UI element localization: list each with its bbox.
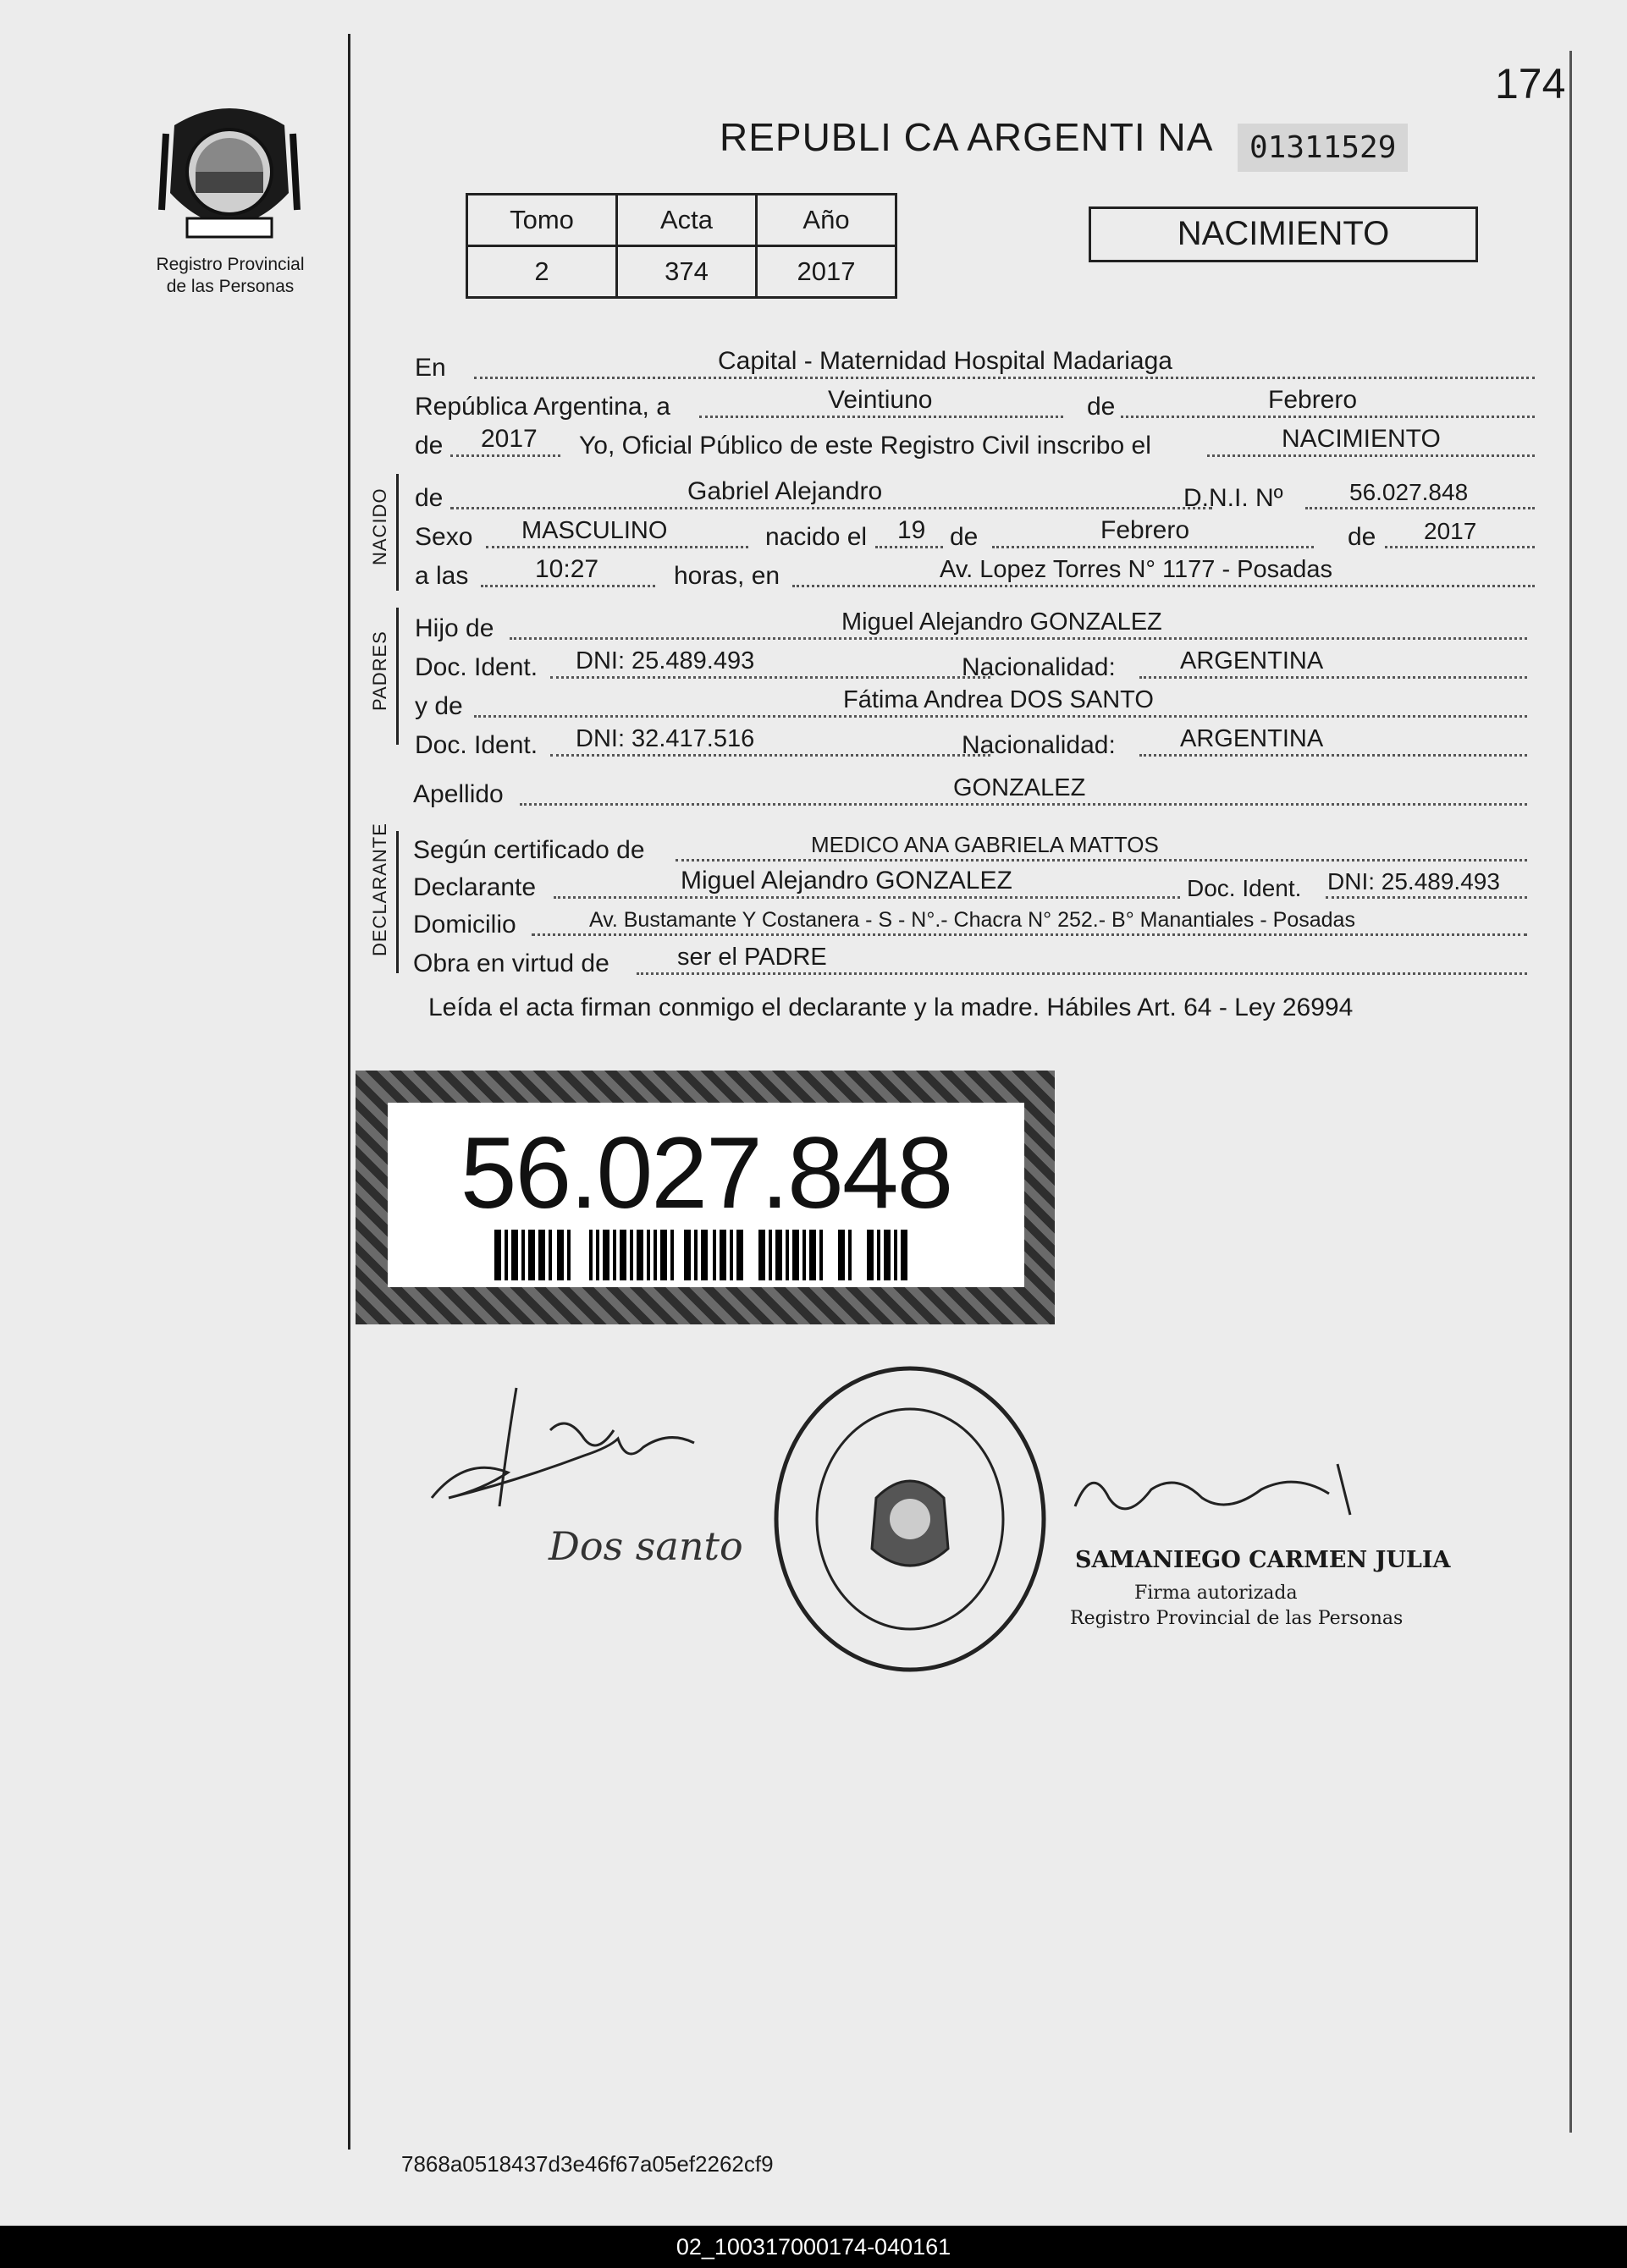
father-dots (510, 637, 1527, 640)
province-logo (157, 91, 301, 252)
mother-nat-dots (1139, 754, 1527, 757)
father-doc-dots (550, 676, 990, 679)
row-declarante (413, 865, 1527, 902)
row-hora (413, 553, 1535, 591)
row-mother-doc (413, 723, 1527, 760)
birth-day-dots (875, 546, 943, 548)
record-table-row (467, 246, 896, 298)
dni-value: 56.027.848 (1349, 479, 1469, 505)
record-table-header (467, 195, 896, 246)
father-value: Miguel Alejandro GONZALEZ (841, 608, 1162, 636)
document-hash: 7868a0518437d3e46f67a05ef2262cf9 (401, 2151, 774, 2177)
month-value: Febrero (1268, 386, 1358, 414)
apellido-dots (520, 803, 1527, 806)
mother-doc-dots (550, 754, 990, 757)
id-number-card (356, 1071, 1055, 1324)
fecha-dots-1 (699, 416, 1063, 418)
declarante-bar (396, 831, 399, 973)
obra-dots (637, 972, 1527, 975)
row-certificado (413, 828, 1527, 865)
inscribe-dots (1207, 454, 1535, 457)
row-father-doc (413, 645, 1527, 682)
row-apellido (413, 772, 1527, 809)
birth-month-value: Febrero (1100, 516, 1190, 544)
doc-label: Doc. Ident. (415, 653, 538, 681)
domicilio-label: Domicilio (413, 911, 516, 939)
father-nat-value: ARGENTINA (1180, 647, 1324, 674)
margin-line (348, 34, 350, 2150)
yde-label: y de (415, 692, 463, 720)
name-value: Gabriel Alejandro (687, 477, 883, 505)
registry-stamp-icon (770, 1362, 1050, 1676)
side-label-padres: PADRES (369, 630, 390, 711)
mother-doc-value: DNI: 32.417.516 (576, 725, 755, 752)
padres-bar (396, 608, 399, 745)
misiones-seal-icon (157, 91, 301, 252)
row-ydE (413, 684, 1527, 721)
record-header-cell: Tomo (467, 195, 617, 246)
time-value: 10:27 (535, 555, 599, 583)
birth-year-value: 2017 (1424, 518, 1477, 544)
official-registry: Registro Provincial de las Personas (1070, 1608, 1404, 1629)
mother-nat-value: ARGENTINA (1180, 725, 1324, 752)
record-header-cell: Acta (617, 195, 757, 246)
birth-month-dots (992, 546, 1314, 548)
id-number: 56.027.848 (460, 1116, 952, 1230)
father-nat-dots (1139, 676, 1527, 679)
en-dots (474, 377, 1535, 379)
apellido-value: GONZALEZ (953, 774, 1086, 801)
de2-label: de (415, 432, 444, 460)
dni-dots (1305, 507, 1535, 509)
signature-scribble-icon (415, 1371, 720, 1523)
official-stamp (770, 1362, 1050, 1676)
year-dots (450, 454, 560, 457)
year-value: 2017 (481, 425, 538, 453)
place-dots (792, 585, 1535, 587)
sexo-value: MASCULINO (521, 517, 668, 544)
row-hijo (413, 606, 1527, 643)
row-nombre (413, 476, 1535, 513)
row-domicilio (413, 902, 1527, 939)
declarante-value: Miguel Alejandro GONZALEZ (681, 867, 1012, 895)
oficial-text: Yo, Oficial Público de este Registro Civil inscribo el (579, 432, 1151, 460)
document-title: REPUBLI CA ARGENTI NA (720, 115, 1214, 159)
barcode-icon (494, 1230, 918, 1280)
official-name: SAMANIEGO CARMEN JULIA (1075, 1547, 1451, 1573)
dni-label: D.N.I. Nº (1183, 484, 1283, 512)
obra-value: ser el PADRE (677, 944, 827, 971)
logo-caption (135, 254, 325, 298)
official-signature-scribble-icon (1058, 1456, 1397, 1532)
nac2-label: Nacionalidad: (962, 731, 1116, 759)
inscribe-value: NACIMIENTO (1282, 425, 1441, 453)
doc2-label: Doc. Ident. (415, 731, 538, 759)
record-value-cell: 2017 (757, 246, 896, 298)
birth-year-dots (1385, 546, 1535, 548)
row-en (413, 345, 1535, 383)
horas-label: horas, en (674, 562, 780, 590)
closing-text: Leída el acta firman conmigo el declarante y la madre. Hábiles Art. 64 - Ley 26994 (428, 994, 1354, 1021)
sexo-label: Sexo (415, 523, 473, 551)
place-value: Av. Lopez Torres N° 1177 - Posadas (940, 556, 1333, 583)
de4-label: de (950, 523, 979, 551)
serial-number: 01311529 (1238, 124, 1408, 172)
de5-label: de (1348, 523, 1376, 551)
declarante-dots (554, 896, 1180, 899)
right-edge-line (1569, 51, 1572, 2133)
id-number-panel (388, 1103, 1024, 1287)
time-dots (481, 585, 655, 587)
birth-day-value: 19 (897, 516, 926, 544)
footer-id: 02_100317000174-040161 (0, 2226, 1627, 2268)
nacido-label: nacido el (765, 523, 868, 551)
father-doc-value: DNI: 25.489.493 (576, 647, 755, 674)
en-label: En (415, 354, 446, 382)
cert-dots (676, 859, 1527, 862)
side-label-declarante: DECLARANTE (369, 823, 390, 956)
record-value-cell: 374 (617, 246, 757, 298)
cert-value: MEDICO ANA GABRIELA MATTOS (811, 832, 1159, 857)
sexo-dots (486, 546, 748, 548)
official-signature (1058, 1456, 1397, 1532)
nombre-dots (450, 507, 1212, 509)
declarante-label: Declarante (413, 873, 537, 901)
row-sexo (413, 515, 1535, 552)
declarante-doc-value: DNI: 25.489.493 (1327, 868, 1500, 895)
doc3-label: Doc. Ident. (1187, 875, 1302, 901)
official-role: Firma autorizada (1134, 1583, 1298, 1604)
mother-dots (474, 715, 1527, 718)
record-type-box: NACIMIENTO (1089, 206, 1478, 262)
obra-label: Obra en virtud de (413, 950, 609, 977)
republica-label: República Argentina, a (415, 393, 670, 421)
declarante-doc-dots (1326, 896, 1527, 899)
declarante-signature (415, 1371, 720, 1523)
domicilio-dots (532, 933, 1527, 936)
page-number: 174 (1495, 60, 1566, 107)
de-label: de (1087, 393, 1116, 421)
hijo-label: Hijo de (415, 614, 494, 642)
en-value: Capital - Maternidad Hospital Madariaga (718, 347, 1172, 375)
nac-label: Nacionalidad: (962, 653, 1116, 681)
day-value: Veintiuno (828, 386, 933, 414)
side-label-nacido: NACIDO (369, 487, 390, 565)
record-value-cell: 2 (467, 246, 617, 298)
logo-caption-line-1: Registro Provincial (156, 255, 305, 274)
record-header-cell: Año (757, 195, 896, 246)
row-fecha (413, 384, 1535, 421)
alas-label: a las (415, 562, 469, 590)
mother-signature: Dos santo (549, 1523, 743, 1569)
apellido-label: Apellido (413, 780, 504, 808)
mother-value: Fátima Andrea DOS SANTO (843, 686, 1154, 713)
nacido-bar (396, 474, 399, 591)
row-obra (413, 941, 1527, 978)
domicilio-value: Av. Bustamante Y Costanera - S - N°.- Chacra N° 252.- B° Manantiales - Posadas (589, 908, 1355, 932)
de3-label: de (415, 484, 444, 512)
fecha-dots-2 (1121, 416, 1535, 418)
logo-caption-line-2: de las Personas (166, 277, 295, 296)
cert-label: Según certificado de (413, 836, 645, 864)
row-inscribe (413, 423, 1535, 460)
record-table (466, 193, 897, 299)
